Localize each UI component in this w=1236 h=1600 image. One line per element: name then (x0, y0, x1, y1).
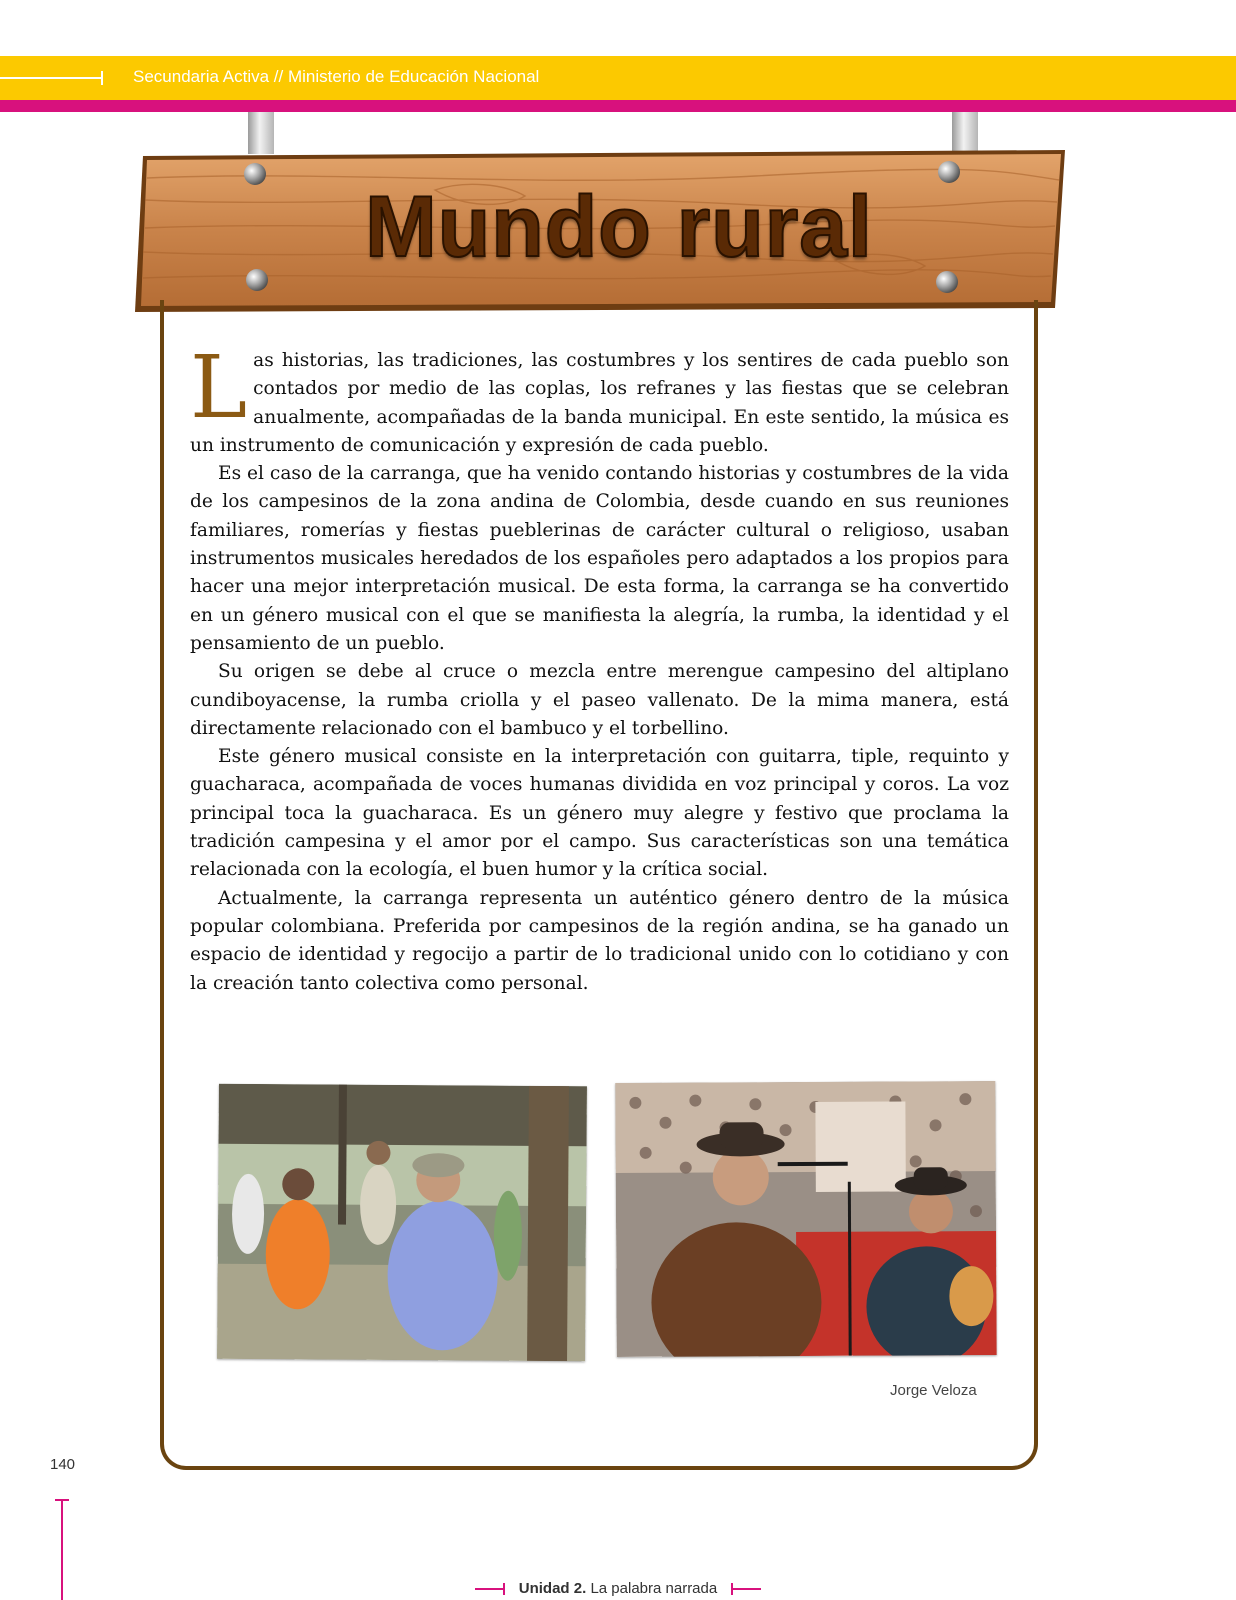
article-body (190, 338, 1009, 998)
drop-cap: L (190, 338, 248, 438)
header-rule (0, 77, 102, 79)
article-paragraph (190, 338, 1009, 460)
photo-dancing-campesinos (217, 1084, 587, 1362)
sign-pole-left (248, 112, 274, 154)
paragraph-text: as historias, las tradiciones, las costumbres y los sentires de cada pueblo son contados por medio de las coplas, los refranes y las fiestas que se celebran anualmente, acompañadas de la banda municipal. En este sentido, la música es un instrumento de comunicación y expresión de cada pueblo. (190, 350, 1009, 456)
header-series-title: Secundaria Activa // Ministerio de Educación Nacional (133, 67, 540, 86)
page-number: 140 (50, 1456, 76, 1473)
page-title: Mundo rural (365, 179, 873, 275)
footer-rule-left (475, 1588, 505, 1590)
footer (0, 1580, 1236, 1597)
footer-title: La palabra narrada (590, 1580, 718, 1597)
photo-carranga-musicians (615, 1081, 996, 1357)
article-paragraph: Actualmente, la carranga representa un auténtico género dentro de la música popular colombiana. Preferida por campesinos de la región andina, se ha ganado un espacio de identidad y regocijo a partir de lo tradicional unido con lo cotidiano y con la creación tanto colectiva como personal. (190, 887, 1009, 994)
article-paragraph: Este género musical consiste en la interpretación con guitarra, tiple, requinto y guacharaca, acompañada de voces humanas dividida en voz principal y coros. La voz principal toca la guacharaca. Es un género muy alegre y festivo que proclama la tradición campesina y el amor por el campo. Sus características son una temática relacionada con la ecología, el buen humor y la crítica social. (190, 746, 1009, 881)
footer-unit: Unidad 2. (518, 1580, 587, 1597)
wooden-sign (135, 150, 1073, 315)
article-paragraph: Su origen se debe al cruce o mezcla entre merengue campesino del altiplano cundiboyacense, la rumba criolla y el paseo vallenato. De la mima manera, está directamente relacionado con el bambuco y el torbellino. (190, 661, 1009, 739)
article-paragraph: Es el caso de la carranga, que ha venido contando historias y costumbres de la vida de los campesinos de la zona andina de Colombia, desde cuando en sus reuniones familiares, romerías y fiestas pueblerinas de carácter cultural o religioso, usaban instrumentos musicales heredados de los españoles pero adaptados a los propios para hacer una mejor interpretación musical. De esta forma, la carranga se ha convertido en un género musical con el que se manifiesta la alegría, la rumba, la identidad y el pensamiento de un pueblo. (190, 463, 1009, 654)
photo-credit: Jorge Veloza (890, 1382, 977, 1399)
sign-pole-right (952, 112, 978, 154)
header-rule-tick (101, 71, 103, 85)
footer-rule-right (731, 1588, 761, 1590)
header-accent-stripe (0, 100, 1236, 112)
